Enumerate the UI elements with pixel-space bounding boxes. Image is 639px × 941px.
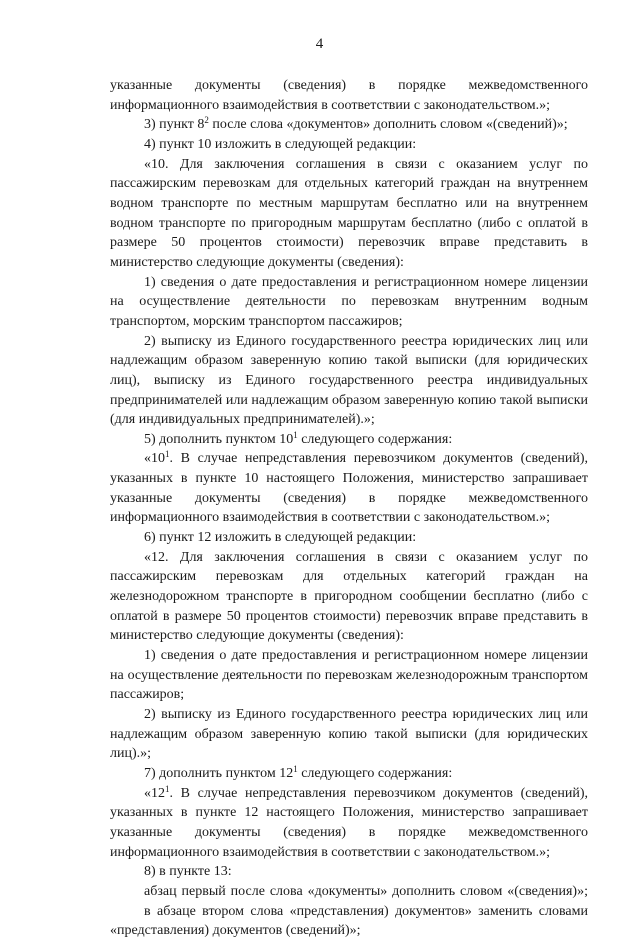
text-fragment: . В случае непредставления перевозчиком документов (сведений), указанных в пункте 10 настоящего Положения, министерство запрашивает указанные документы (сведения) в порядке межведомственного информационного взаимодействия в соответствии с законодательством.»; [110, 451, 588, 526]
text-fragment: 3) пункт 8 [144, 117, 205, 133]
paragraph-point-12: «12. Для заключения соглашения в связи с оказанием услуг по пассажирским перевозкам для отдельных категорий граждан на железнодорожном транспорте в пригородном сообщении бесплатно (либо с оплатой в размере 50 процентов стоимости) перевозчик вправе представить в министерство следующие документы (сведения): [110, 549, 588, 644]
text-fragment: . В случае непредставления перевозчиком документов (сведений), указанных в пункте 12 настоящего Положения, министерство запрашивает указанные документы (сведения) в порядке межведомственного информационного взаимодействия в соответствии с законодательством.»; [110, 785, 588, 860]
paragraph-continuation: указанные документы (сведения) в порядке межведомственного информационного взаимодействия в соответствии с законодательством.»; [110, 78, 588, 113]
text-fragment: 5) дополнить пунктом 10 [144, 431, 294, 447]
paragraph-item-8: 8) в пункте 13: [144, 864, 232, 880]
paragraph-point-10: «10. Для заключения соглашения в связи с оказанием услуг по пассажирским перевозкам для отдельных категорий граждан на внутреннем водном транспорте по местным маршрутам бесплатно или на внутреннем водном транспорте по пригородным маршрутам бесплатно (либо с оплатой в размере 50 процентов стоимости) перевозчик вправе представить в министерство следующие документы (сведения): [110, 156, 588, 270]
text-fragment: следующего содержания: [297, 765, 453, 781]
paragraph-point-10-sub-1: 1) сведения о дате предоставления и регистрационном номере лицензии на осуществление деятельности по перевозкам внутренним водным транспортом, морским транспортом пассажиров; [110, 274, 588, 329]
text-fragment: 7) дополнить пунктом 12 [144, 765, 294, 781]
paragraph-item-6: 6) пункт 12 изложить в следующей редакции: [144, 530, 417, 546]
paragraph-item-3 [110, 115, 588, 135]
paragraph-point-13-abz-1: абзац первый после слова «документы» дополнить словом «(сведения)»; [144, 883, 588, 899]
paragraph-item-7 [110, 764, 588, 784]
superscript: 1 [165, 449, 170, 460]
paragraph-point-12-1 [110, 784, 588, 863]
superscript: 2 [204, 115, 209, 126]
paragraph-item-5 [110, 430, 588, 450]
paragraph-point-13-abz-2: в абзаце втором слова «представления) документов» заменить словами «представления) документов (сведений)»; [110, 903, 588, 939]
superscript: 1 [293, 763, 298, 774]
text-fragment: после слова «документов» дополнить словом «(сведений)»; [208, 117, 568, 133]
superscript: 1 [293, 429, 298, 440]
page-number: 4 [315, 36, 324, 52]
paragraph-point-10-1 [110, 449, 588, 528]
superscript: 1 [165, 783, 170, 794]
paragraph-item-4: 4) пункт 10 изложить в следующей редакции: [144, 136, 417, 152]
text-fragment: следующего содержания: [297, 431, 453, 447]
paragraph-point-12-sub-1: 1) сведения о дате предоставления и регистрационном номере лицензии на осуществление деятельности по перевозкам железнодорожным транспортом пассажиров; [110, 648, 588, 703]
document-body [110, 76, 588, 941]
text-fragment: «10 [144, 451, 165, 467]
paragraph-point-12-sub-2: 2) выписку из Единого государственного реестра юридических лиц или надлежащим образом заверенную копию такой выписки (для юридических лиц).»; [110, 707, 588, 762]
text-fragment: «12 [144, 785, 165, 801]
paragraph-point-10-sub-2: 2) выписку из Единого государственного реестра юридических лиц или надлежащим образом заверенную копию такой выписки (для юридических лиц), выписку из Единого государственного реестра индивидуальных предпринимателей или надлежащим образом заверенную копию такой выписки (для индивидуальных предпринимателей).»; [110, 333, 588, 428]
